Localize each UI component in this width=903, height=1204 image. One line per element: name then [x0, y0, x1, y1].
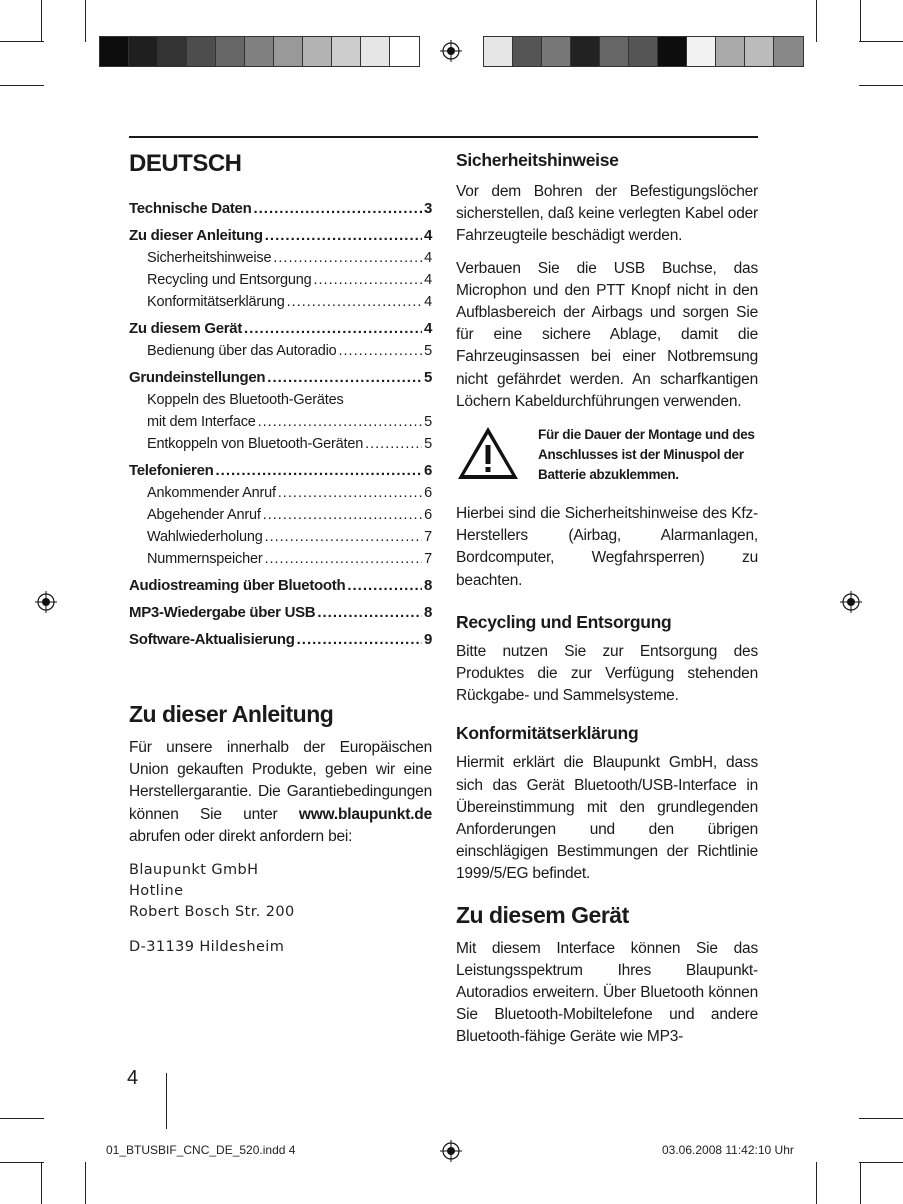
- section-title-recycling: Recycling und Entsorgung: [456, 611, 672, 632]
- toc-entry-label: Nummernspeicher: [147, 551, 263, 567]
- toc-entry-label: Bedienung über das Autoradio: [147, 343, 337, 359]
- toc-entry-label: mit dem Interface: [147, 414, 256, 430]
- color-swatch: [158, 37, 187, 66]
- registration-mark-icon: [840, 591, 862, 613]
- toc-entry-page: 5: [423, 369, 432, 386]
- color-swatch: [187, 37, 216, 66]
- color-swatch: [332, 37, 361, 66]
- anleitung-text: Für unsere innerhalb der Europäischen Union gekauften Produkte, geben wir eine Herstellergarantie. Die Garantiebedingungen können Sie unter: [129, 739, 432, 823]
- color-swatch: [629, 37, 658, 66]
- section-title-sicherheit: Sicherheitshinweise: [456, 150, 619, 170]
- color-swatch: [484, 37, 513, 66]
- registration-mark-icon: [440, 1140, 462, 1162]
- toc-leader-dots: [273, 247, 422, 269]
- toc-entry[interactable]: [129, 318, 432, 340]
- toc-entry[interactable]: [129, 629, 432, 651]
- crop-mark: [816, 1162, 817, 1204]
- toc-entry-label: Grundeinstellungen: [129, 369, 266, 386]
- registration-mark-icon: [35, 591, 57, 613]
- language-heading: DEUTSCH: [129, 150, 242, 177]
- color-bar-left: [99, 36, 420, 67]
- crop-mark: [860, 1162, 861, 1204]
- warning-triangle-icon: [456, 425, 520, 481]
- toc-entry[interactable]: [129, 269, 432, 291]
- website-link[interactable]: www.blaupunkt.de: [298, 805, 432, 823]
- crop-mark: [41, 1162, 42, 1204]
- toc-leader-dots: [215, 460, 421, 482]
- toc-entry[interactable]: [129, 340, 432, 362]
- margin-mark: [166, 1073, 167, 1129]
- crop-mark: [816, 0, 817, 42]
- color-swatch: [361, 37, 390, 66]
- toc-entry-page: 6: [424, 485, 432, 501]
- toc-entry[interactable]: [129, 225, 432, 247]
- toc-leader-dots: [265, 225, 422, 247]
- toc-leader-dots: [253, 198, 421, 220]
- toc-entry-label: Recycling und Entsorgung: [147, 272, 312, 288]
- toc-entry[interactable]: [129, 460, 432, 482]
- toc-entry[interactable]: [129, 575, 432, 597]
- toc-entry-page: 4: [424, 272, 432, 288]
- crop-mark: [85, 0, 86, 42]
- toc-leader-dots: [347, 575, 422, 597]
- address-block: [129, 860, 432, 958]
- toc-entry[interactable]: [129, 198, 432, 220]
- toc-entry[interactable]: [129, 291, 432, 313]
- toc-entry-label: Koppeln des Bluetooth-Gerätes: [147, 392, 344, 408]
- toc-entry-label: Entkoppeln von Bluetooth-Geräten: [147, 436, 364, 452]
- toc-entry-label: Zu diesem Gerät: [129, 320, 243, 337]
- section-title-geraet: Zu diesem Gerät: [456, 901, 629, 928]
- address-line: Hotline: [129, 883, 184, 900]
- crop-mark: [859, 85, 903, 86]
- header-rule: [129, 136, 758, 138]
- toc-entry-page: 4: [423, 227, 432, 244]
- footer-filename: 01_BTUSBIF_CNC_DE_520.indd 4: [106, 1143, 296, 1157]
- toc-entry-page: 9: [423, 631, 432, 648]
- color-swatch: [303, 37, 332, 66]
- anleitung-paragraph: [129, 737, 432, 848]
- color-swatch: [274, 37, 303, 66]
- sicherheit-paragraph-1: Vor dem Bohren der Befestigungslöcher sicherstellen, daß keine verlegten Kabel oder Fahrzeugteile beschädigt werden.: [456, 183, 758, 245]
- page-number: 4: [127, 1067, 139, 1089]
- toc-entry-label: Abgehender Anruf: [147, 507, 261, 523]
- toc-entry[interactable]: [129, 548, 432, 570]
- toc-leader-dots: [317, 602, 422, 624]
- toc-entry-label: Audiostreaming über Bluetooth: [129, 577, 346, 594]
- warning-text: Für die Dauer der Montage und des Anschlusses ist der Minuspol der Batterie abzuklemmen.: [538, 427, 755, 483]
- crop-mark: [0, 41, 44, 42]
- color-swatch: [687, 37, 716, 66]
- toc-entry-page: 4: [424, 294, 432, 310]
- toc-entry[interactable]: [129, 482, 432, 504]
- toc-entry[interactable]: [129, 389, 432, 411]
- toc-leader-dots: [263, 504, 422, 526]
- color-swatch: [390, 37, 419, 66]
- crop-mark: [859, 1162, 903, 1163]
- toc-entry-label: Sicherheitshinweise: [147, 250, 272, 266]
- color-swatch: [100, 37, 129, 66]
- geraet-paragraph: Mit diesem Interface können Sie das Leistungsspektrum Ihres Blaupunkt-Autoradios erweitern. Über Bluetooth können Sie Bluetooth-Mobiltelefone und andere Bluetooth-fähige Geräte wie MP3-: [456, 939, 758, 1046]
- toc-leader-dots: [287, 291, 422, 313]
- footer-timestamp: 03.06.2008 11:42:10 Uhr: [662, 1143, 794, 1157]
- toc-entry-label: MP3-Wiedergabe über USB: [129, 604, 316, 621]
- color-swatch: [745, 37, 774, 66]
- toc-leader-dots: [264, 548, 422, 570]
- address-line: Robert Bosch Str. 200: [129, 904, 295, 921]
- sicherheit-paragraph-3: Hierbei sind die Sicherheitshinweise des Kfz- Herstellers (Airbag, Alarmanlagen, Bordcomputer, Wegfahrsperren) zu beachten.: [456, 505, 758, 589]
- toc-leader-dots: [278, 482, 422, 504]
- color-swatch: [513, 37, 542, 66]
- toc-entry-label: Wahlwiederholung: [147, 529, 263, 545]
- color-swatch: [129, 37, 158, 66]
- toc-leader-dots: [313, 269, 422, 291]
- crop-mark: [41, 0, 42, 42]
- toc-entry-page: 8: [423, 577, 432, 594]
- section-title-konformitaet: Konformitätserklärung: [456, 723, 639, 744]
- toc-entry[interactable]: [129, 247, 432, 269]
- crop-mark: [860, 0, 861, 42]
- address-city: D-31139 Hildesheim: [129, 939, 285, 956]
- crop-mark: [859, 1118, 903, 1119]
- toc-entry-label: Zu dieser Anleitung: [129, 227, 263, 244]
- toc-entry[interactable]: [129, 504, 432, 526]
- toc-entry-label: Technische Daten: [129, 200, 252, 217]
- right-column: [456, 150, 758, 1059]
- sicherheit-paragraph-2: Verbauen Sie die USB Buchse, das Microphon und den PTT Knopf nicht in den Aufblasbereich der Airbags und sorgen Sie für eine sichere Ablage, damit die Fahrzeuginsassen bei einer Notbremsung nicht gefährdet werden. An scharfkantigen Löchern Kabeldurchführungen verwenden.: [456, 259, 758, 410]
- warning-box: [456, 425, 758, 485]
- color-swatch: [716, 37, 745, 66]
- toc-entry-label: Ankommender Anruf: [147, 485, 276, 501]
- recycling-paragraph: Bitte nutzen Sie zur Entsorgung des Produktes die zur Verfügung stehenden Rückgabe- und Sammelsysteme.: [456, 642, 758, 705]
- toc-entry-page: 7: [424, 551, 432, 567]
- color-swatch: [600, 37, 629, 66]
- toc-entry-label: Software-Aktualisierung: [129, 631, 295, 648]
- color-swatch: [571, 37, 600, 66]
- toc-entry-page: 5: [424, 414, 432, 430]
- section-title-anleitung: Zu dieser Anleitung: [129, 701, 334, 727]
- toc-entry[interactable]: [129, 433, 432, 455]
- toc-entry[interactable]: [129, 411, 432, 433]
- toc-leader-dots: [244, 318, 422, 340]
- toc-entry-label: Konformitätserklärung: [147, 294, 285, 310]
- toc-entry[interactable]: [129, 367, 432, 389]
- crop-mark: [0, 1118, 44, 1119]
- toc-entry-page: 3: [423, 200, 432, 217]
- crop-mark: [0, 1162, 44, 1163]
- toc-entry-page: 5: [424, 343, 432, 359]
- toc-leader-dots: [339, 340, 423, 362]
- toc-leader-dots: [267, 367, 422, 389]
- left-column: [129, 150, 432, 958]
- toc-entry-page: 7: [424, 529, 432, 545]
- toc-leader-dots: [365, 433, 422, 455]
- toc-entry-page: 4: [424, 250, 432, 266]
- crop-mark: [85, 1162, 86, 1204]
- toc-entry-page: 6: [424, 507, 432, 523]
- color-swatch: [542, 37, 571, 66]
- konformitaet-paragraph: Hiermit erklärt die Blaupunkt GmbH, dass sich das Gerät Bluetooth/USB-Interface in Übereinstimmung mit den grundlegenden Anforderungen und den übrigen einschlägigen Bestimmungen der Richtlinie 1999/5/EG befindet.: [456, 754, 758, 883]
- toc-entry-page: 5: [424, 436, 432, 452]
- color-swatch: [774, 37, 803, 66]
- registration-mark-icon: [440, 40, 462, 62]
- crop-mark: [0, 85, 44, 86]
- toc-entry-page: 8: [423, 604, 432, 621]
- toc-leader-dots: [265, 526, 423, 548]
- color-bar-right: [483, 36, 804, 67]
- table-of-contents: [129, 198, 432, 651]
- toc-leader-dots: [297, 629, 422, 651]
- color-swatch: [216, 37, 245, 66]
- toc-entry[interactable]: [129, 602, 432, 624]
- address-line: Blaupunkt GmbH: [129, 862, 259, 879]
- color-swatch: [658, 37, 687, 66]
- toc-entry-page: 4: [423, 320, 432, 337]
- anleitung-text-end: abrufen oder direkt anfordern bei:: [129, 827, 353, 845]
- toc-entry-label: Telefonieren: [129, 462, 214, 479]
- color-swatch: [245, 37, 274, 66]
- toc-leader-dots: [258, 411, 423, 433]
- toc-entry[interactable]: [129, 526, 432, 548]
- toc-entry-page: 6: [423, 462, 432, 479]
- crop-mark: [859, 41, 903, 42]
